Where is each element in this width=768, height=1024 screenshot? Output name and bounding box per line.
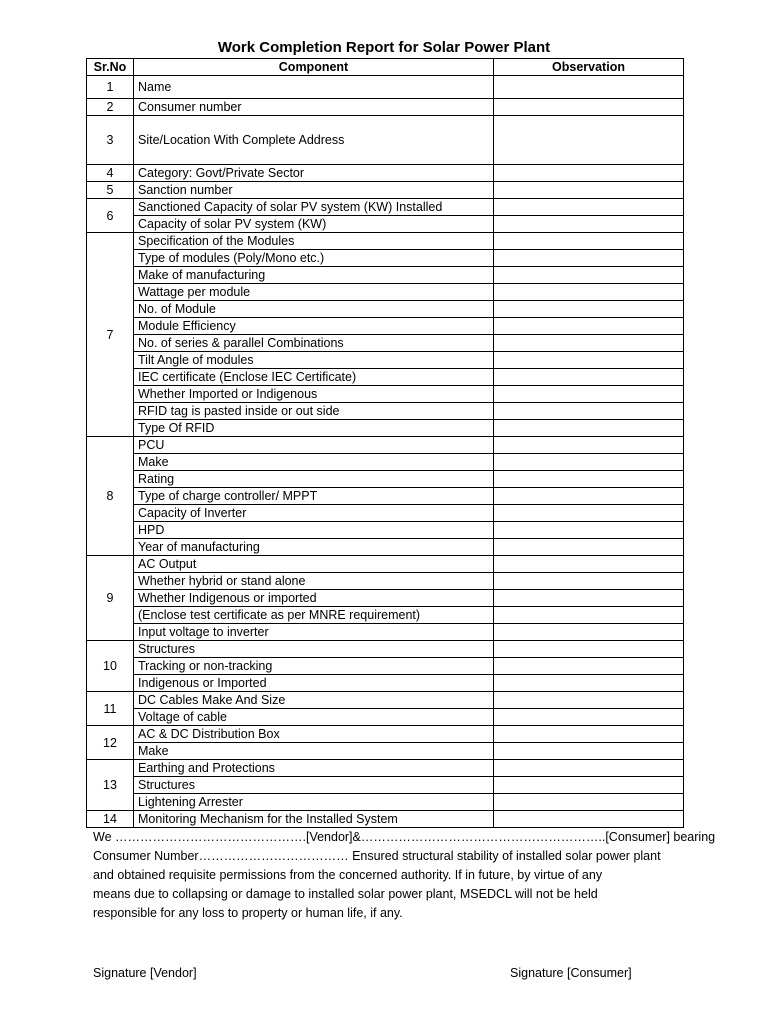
sr-no-cell: 5 [87, 182, 134, 199]
observation-cell[interactable] [494, 607, 684, 624]
component-cell: Whether Imported or Indigenous [134, 386, 494, 403]
component-cell: Type of modules (Poly/Mono etc.) [134, 250, 494, 267]
component-cell: RFID tag is pasted inside or out side [134, 403, 494, 420]
component-cell: Capacity of solar PV system (KW) [134, 216, 494, 233]
component-cell: AC & DC Distribution Box [134, 726, 494, 743]
component-cell: Tracking or non-tracking [134, 658, 494, 675]
table-row [87, 352, 684, 369]
observation-cell[interactable] [494, 590, 684, 607]
observation-cell[interactable] [494, 99, 684, 116]
table-row [87, 99, 684, 116]
table-row [87, 794, 684, 811]
observation-cell[interactable] [494, 116, 684, 165]
table-row [87, 624, 684, 641]
observation-cell[interactable] [494, 624, 684, 641]
table-row [87, 182, 684, 199]
component-cell: Type of charge controller/ MPPT [134, 488, 494, 505]
table-row [87, 726, 684, 743]
observation-cell[interactable] [494, 726, 684, 743]
component-cell: Monitoring Mechanism for the Installed System [134, 811, 494, 828]
observation-cell[interactable] [494, 743, 684, 760]
component-cell: No. of series & parallel Combinations [134, 335, 494, 352]
observation-cell[interactable] [494, 284, 684, 301]
observation-cell[interactable] [494, 794, 684, 811]
observation-cell[interactable] [494, 216, 684, 233]
observation-cell[interactable] [494, 199, 684, 216]
table-row [87, 233, 684, 250]
component-cell: Site/Location With Complete Address [134, 116, 494, 165]
table-row [87, 573, 684, 590]
sr-no-cell: 3 [87, 116, 134, 165]
component-cell: HPD [134, 522, 494, 539]
table-row [87, 675, 684, 692]
observation-cell[interactable] [494, 658, 684, 675]
component-cell: Year of manufacturing [134, 539, 494, 556]
observation-cell[interactable] [494, 318, 684, 335]
sr-no-cell: 14 [87, 811, 134, 828]
sr-no-cell: 7 [87, 233, 134, 437]
observation-cell[interactable] [494, 165, 684, 182]
table-row [87, 267, 684, 284]
table-row [87, 165, 684, 182]
observation-cell[interactable] [494, 760, 684, 777]
component-cell: PCU [134, 437, 494, 454]
table-row [87, 301, 684, 318]
observation-cell[interactable] [494, 573, 684, 590]
declaration-line: Consumer Number……………………………… Ensured structural stability of installed solar power plant [93, 849, 661, 863]
observation-cell[interactable] [494, 709, 684, 726]
table-row [87, 777, 684, 794]
observation-cell[interactable] [494, 556, 684, 573]
table-row [87, 590, 684, 607]
declaration-paragraph [93, 828, 716, 923]
component-cell: Sanctioned Capacity of solar PV system (KW) Installed [134, 199, 494, 216]
component-cell: Name [134, 76, 494, 99]
component-cell: Capacity of Inverter [134, 505, 494, 522]
component-cell: Category: Govt/Private Sector [134, 165, 494, 182]
sr-no-cell: 2 [87, 99, 134, 116]
observation-cell[interactable] [494, 675, 684, 692]
component-cell: Wattage per module [134, 284, 494, 301]
observation-cell[interactable] [494, 233, 684, 250]
table-row [87, 539, 684, 556]
component-cell: Make of manufacturing [134, 267, 494, 284]
table-row [87, 420, 684, 437]
component-cell: Type Of RFID [134, 420, 494, 437]
component-cell: Earthing and Protections [134, 760, 494, 777]
table-row [87, 692, 684, 709]
component-cell: Rating [134, 471, 494, 488]
component-cell: Structures [134, 641, 494, 658]
table-row [87, 556, 684, 573]
sr-no-cell: 11 [87, 692, 134, 726]
sr-no-cell: 6 [87, 199, 134, 233]
declaration-line: responsible for any loss to property or human life, if any. [93, 906, 403, 920]
observation-header: Observation [494, 59, 684, 76]
component-cell: Consumer number [134, 99, 494, 116]
sr-no-cell: 13 [87, 760, 134, 811]
table-row [87, 116, 684, 165]
table-row [87, 284, 684, 301]
table-row [87, 386, 684, 403]
declaration-line: and obtained requisite permissions from the concerned authority. If in future, by virtue of any [93, 868, 603, 882]
table-row [87, 811, 684, 828]
observation-cell[interactable] [494, 777, 684, 794]
table-row [87, 437, 684, 454]
observation-cell[interactable] [494, 454, 684, 471]
table-row [87, 403, 684, 420]
observation-cell[interactable] [494, 386, 684, 403]
declaration-line: means due to collapsing or damage to installed solar power plant, MSEDCL will not be held [93, 887, 598, 901]
component-cell: Lightening Arrester [134, 794, 494, 811]
sr-no-cell: 9 [87, 556, 134, 641]
table-row [87, 743, 684, 760]
sr-no-cell: 10 [87, 641, 134, 692]
component-cell: Indigenous or Imported [134, 675, 494, 692]
table-row [87, 76, 684, 99]
table-row [87, 760, 684, 777]
table-row [87, 369, 684, 386]
declaration-line: We ……………………………………….[Vendor]&…………………………………………………..[Consumer] bearing [93, 830, 716, 844]
table-row [87, 641, 684, 658]
observation-cell[interactable] [494, 352, 684, 369]
table-header-row [87, 59, 684, 76]
component-cell: AC Output [134, 556, 494, 573]
observation-cell[interactable] [494, 250, 684, 267]
component-cell: Voltage of cable [134, 709, 494, 726]
report-table [86, 58, 684, 828]
component-cell: Tilt Angle of modules [134, 352, 494, 369]
observation-cell[interactable] [494, 420, 684, 437]
table-row [87, 522, 684, 539]
table-row [87, 471, 684, 488]
table-row [87, 709, 684, 726]
sr-no-header: Sr.No [87, 59, 134, 76]
table-row [87, 250, 684, 267]
component-cell: DC Cables Make And Size [134, 692, 494, 709]
observation-cell[interactable] [494, 692, 684, 709]
consumer-signature-label: Signature [Consumer] [510, 966, 632, 980]
observation-cell[interactable] [494, 522, 684, 539]
observation-cell[interactable] [494, 488, 684, 505]
table-row [87, 335, 684, 352]
component-cell: Module Efficiency [134, 318, 494, 335]
table-row [87, 505, 684, 522]
table-row [87, 216, 684, 233]
component-cell: Make [134, 454, 494, 471]
component-cell: Specification of the Modules [134, 233, 494, 250]
sr-no-cell: 8 [87, 437, 134, 556]
table-row [87, 318, 684, 335]
observation-cell[interactable] [494, 811, 684, 828]
observation-cell[interactable] [494, 369, 684, 386]
observation-cell[interactable] [494, 539, 684, 556]
sr-no-cell: 12 [87, 726, 134, 760]
table-row [87, 199, 684, 216]
component-cell: Sanction number [134, 182, 494, 199]
vendor-signature-label: Signature [Vendor] [93, 966, 197, 980]
component-cell: IEC certificate (Enclose IEC Certificate) [134, 369, 494, 386]
observation-cell[interactable] [494, 641, 684, 658]
table-row [87, 658, 684, 675]
observation-cell[interactable] [494, 182, 684, 199]
report-table-body [87, 76, 684, 828]
observation-cell[interactable] [494, 335, 684, 352]
component-header: Component [134, 59, 494, 76]
component-cell: Whether hybrid or stand alone [134, 573, 494, 590]
table-row [87, 607, 684, 624]
table-row [87, 454, 684, 471]
component-cell: Input voltage to inverter [134, 624, 494, 641]
component-cell: Make [134, 743, 494, 760]
observation-cell[interactable] [494, 505, 684, 522]
component-cell: No. of Module [134, 301, 494, 318]
observation-cell[interactable] [494, 403, 684, 420]
sr-no-cell: 1 [87, 76, 134, 99]
observation-cell[interactable] [494, 471, 684, 488]
observation-cell[interactable] [494, 76, 684, 99]
sr-no-cell: 4 [87, 165, 134, 182]
observation-cell[interactable] [494, 437, 684, 454]
table-row [87, 488, 684, 505]
component-cell: Whether Indigenous or imported [134, 590, 494, 607]
component-cell: (Enclose test certificate as per MNRE requirement) [134, 607, 494, 624]
component-cell: Structures [134, 777, 494, 794]
observation-cell[interactable] [494, 267, 684, 284]
observation-cell[interactable] [494, 301, 684, 318]
document-title: Work Completion Report for Solar Power Plant [217, 39, 551, 56]
